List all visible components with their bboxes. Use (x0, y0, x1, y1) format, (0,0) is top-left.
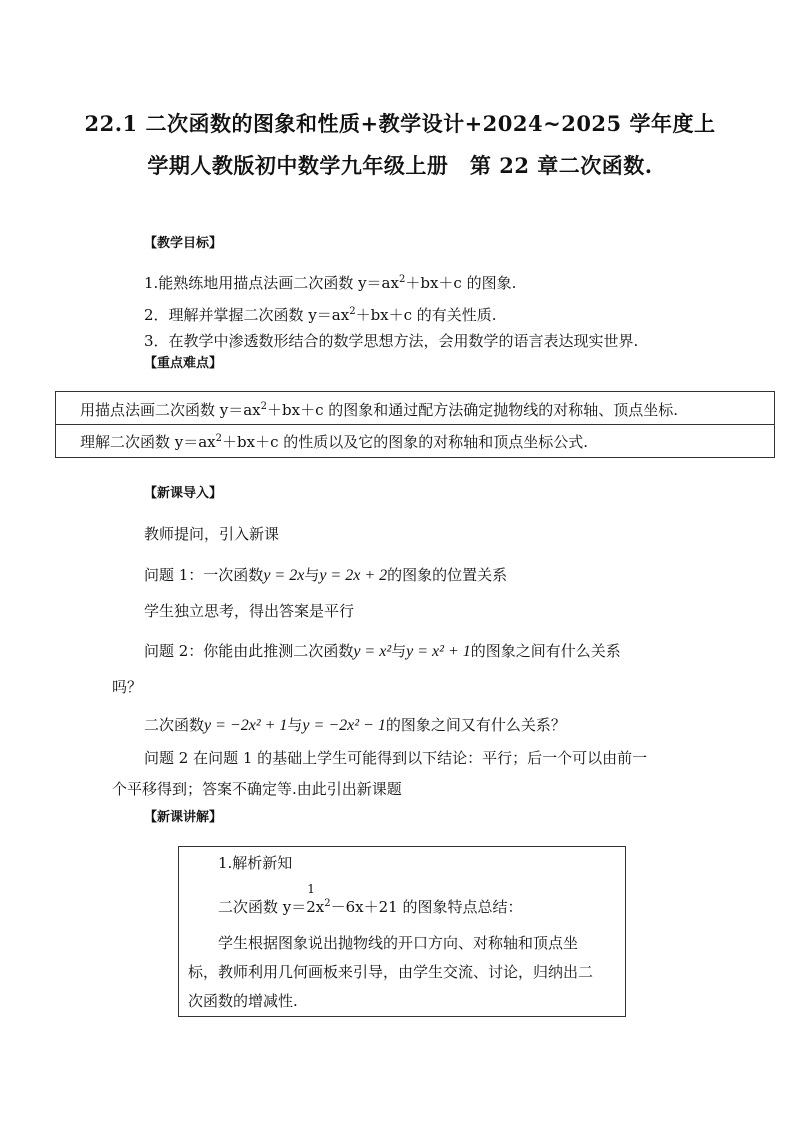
title-line-2: 学期人教版初中数学九年级上册 第 22 章二次函数. (147, 153, 653, 178)
q2-text-b: 与 (391, 642, 407, 660)
objectives-heading: 【教学目标】 (144, 236, 223, 251)
q1-text-c: 的图象的位置关系 (387, 566, 508, 584)
superscript: 2 (215, 433, 223, 444)
objective-item-1 (144, 272, 516, 293)
formula-quadratic-3: y = −2x² + 1 (204, 717, 288, 734)
formula-linear-1: y = 2x (263, 567, 305, 584)
keypoint-1-text-b: ＋bx＋c 的图象和通过配方法确定抛物线的对称轴、顶点坐标. (267, 401, 679, 419)
objective-item-2 (144, 304, 497, 325)
q2-text-c: 的图象之间有什么关系 (470, 642, 621, 660)
keypoint-1-text-a: 用描点法画二次函数 y＝ax (80, 401, 261, 419)
lecture-line-2 (218, 882, 523, 917)
lecture-heading: 【新课讲解】 (144, 810, 223, 825)
superscript: 2 (324, 898, 331, 909)
q2-text-a: 问题 2：你能由此推测二次函数 (144, 642, 354, 660)
formula-linear-2: y = 2x + 2 (319, 567, 388, 584)
objective-1-text-a: 1.能熟练地用描点法画二次函数 y＝ax (144, 274, 399, 292)
keypoint-row-1 (80, 399, 678, 420)
fraction-numerator: 1 (307, 882, 315, 896)
objective-item-3: 3．在教学中渗透数形结合的数学思想方法，会用数学的语言表达现实世界. (144, 332, 639, 350)
lecture-line-1: 1.解析新知 (218, 854, 293, 872)
intro-paragraph-2: 学生独立思考，得出答案是平行 (144, 602, 355, 620)
keypoint-2-text-b: ＋bx＋c 的性质以及它的图象的对称轴和顶点坐标公式. (222, 433, 589, 451)
q1-text-b: 与 (304, 566, 320, 584)
lecture-line-4: 标，教师利用几何画板来引导，由学生交流、讨论，归纳出二 (188, 963, 594, 981)
question-3 (144, 714, 566, 735)
intro-paragraph-3: 问题 2 在问题 1 的基础上学生可能得到以下结论：平行；后一个可以由前一 (144, 749, 648, 767)
formula-quadratic-2: y = x² + 1 (406, 643, 471, 660)
title-line-1: 22.1 二次函数的图象和性质+教学设计+2024~2025 学年度上 (84, 111, 716, 136)
formula-quadratic-4: y = −2x² − 1 (302, 717, 386, 734)
formula-quadratic-1: y = x² (353, 643, 392, 660)
intro-heading: 【新课导入】 (144, 486, 223, 501)
keypoint-row-2 (80, 431, 588, 452)
objective-1-text-b: ＋bx＋c 的图象. (405, 274, 517, 292)
lecture-line-3: 学生根据图象说出抛物线的开口方向、对称轴和顶点坐 (218, 934, 579, 952)
intro-paragraph-3-continued: 个平移得到；答案不确定等.由此引出新课题 (112, 780, 402, 798)
question-2 (144, 640, 621, 661)
l2-text-a: 二次函数 y＝ (218, 898, 307, 916)
q3-text-c: 的图象之间又有什么关系？ (385, 716, 566, 734)
question-2-continued: 吗？ (112, 678, 143, 696)
lecture-line-5: 次函数的增减性. (188, 992, 298, 1010)
keypoints-heading: 【重点难点】 (144, 356, 223, 371)
intro-paragraph-1: 教师提问，引入新课 (144, 525, 280, 543)
l2-text-b: 2x (306, 898, 325, 916)
q3-text-a: 二次函数 (144, 716, 205, 734)
fraction (306, 882, 325, 916)
superscript: 2 (349, 306, 356, 317)
question-1 (144, 564, 507, 585)
keypoint-2-text-a: 理解二次函数 y＝ax (80, 433, 216, 451)
superscript: 2 (260, 401, 268, 412)
objective-2-text-a: 2．理解并掌握二次函数 y＝ax (144, 306, 350, 324)
table-divider (56, 424, 774, 425)
l2-text-c: －6x＋21 的图象特点总结： (330, 898, 523, 916)
objective-2-text-b: ＋bx＋c 的有关性质. (355, 306, 497, 324)
q3-text-b: 与 (287, 716, 303, 734)
superscript: 2 (398, 274, 406, 285)
q1-text-a: 问题 1：一次函数 (144, 566, 264, 584)
